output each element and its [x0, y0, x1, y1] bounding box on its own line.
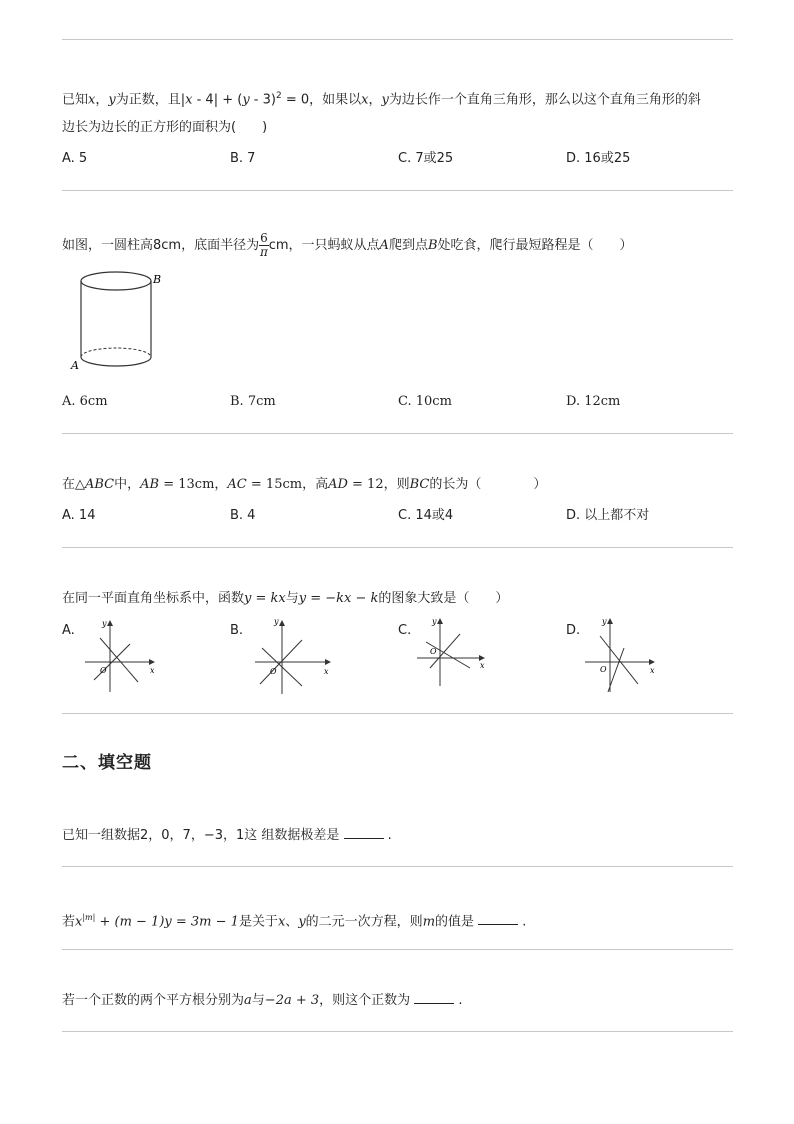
- svg-text:x: x: [324, 667, 329, 676]
- q4-option-d[interactable]: D.: [566, 623, 581, 638]
- answer-blank[interactable]: [414, 991, 454, 1004]
- q4-option-b[interactable]: B.: [230, 623, 244, 638]
- q2-stem: 如图，一圆柱高8cm，底面半径为 $\frac{6}{\pi}$ cm，一只蚂蚁从点A爬到点B处吃食，爬行最短路程是（ ）: [62, 231, 633, 259]
- q1-option-c[interactable]: C. 7或25: [398, 151, 454, 166]
- svg-text:y: y: [602, 617, 607, 626]
- answer-blank[interactable]: [478, 912, 518, 925]
- divider: [62, 190, 733, 191]
- q1-option-b[interactable]: B. 7: [230, 151, 256, 166]
- fill-1-stem: 已知一组数据2，0，7，−3，1这 组数据极差是 .: [62, 828, 392, 843]
- divider: [62, 949, 733, 950]
- q3-option-c[interactable]: C. 14或4: [398, 508, 454, 523]
- svg-text:y: y: [432, 617, 437, 626]
- svg-text:O: O: [270, 667, 277, 676]
- q3-stem: 在△ABC中，AB = 13cm，AC = 15cm，高AD = 12，则BC的长为（ ）: [62, 477, 547, 492]
- fill-3-stem: 若一个正数的两个平方根分别为a与−2a + 3，则这个正数为 .: [62, 993, 463, 1008]
- divider: [62, 39, 733, 40]
- cylinder-bottom-front: [81, 357, 151, 366]
- divider: [62, 713, 733, 714]
- graph-b: [250, 614, 340, 694]
- cylinder-bottom-back: [81, 348, 151, 357]
- q1-stem-line1: 已知x，y为正数，且|x - 4| + (y - 3)$^2$ = 0，如果以x，y为边长作一个直角三角形，那么以这个直角三角形的斜: [62, 91, 701, 108]
- q3-option-d[interactable]: D. 以上都不对: [566, 508, 650, 523]
- graph-a: [80, 614, 170, 694]
- q2-option-a[interactable]: A. 6cm: [62, 394, 108, 409]
- divider: [62, 866, 733, 867]
- q1-option-d[interactable]: D. 16或25: [566, 151, 631, 166]
- svg-text:O: O: [430, 647, 437, 656]
- q2-option-b[interactable]: B. 7cm: [230, 394, 276, 409]
- fraction-6-over-pi: $\frac{6}{\pi}$: [259, 231, 268, 259]
- q4-option-c[interactable]: C.: [398, 623, 412, 638]
- point-a-label: A: [71, 359, 79, 372]
- q3-option-a[interactable]: A. 14: [62, 508, 96, 523]
- point-b-label: B: [153, 273, 162, 286]
- graph-d: [580, 612, 670, 694]
- answer-blank[interactable]: [344, 826, 384, 839]
- line-y-neg-kx-minus-k: [100, 638, 138, 682]
- svg-text:O: O: [100, 666, 107, 675]
- fill-2-stem: 若$x^{|m|} + (m - 1)y = 3m - 1$是关于x、y的二元一次方程，则m的值是 .: [62, 913, 527, 930]
- q2-option-d[interactable]: D. 12cm: [566, 394, 621, 409]
- cylinder-top-ellipse: [81, 272, 151, 290]
- q1-option-a[interactable]: A. 5: [62, 151, 88, 166]
- divider: [62, 433, 733, 434]
- q1-stem-line2: 边长为边长的正方形的面积为( ): [62, 120, 268, 135]
- q4-stem: 在同一平面直角坐标系中，函数y = kx与y = −kx − k的图象大致是（ ）: [62, 591, 509, 606]
- cylinder-figure: [66, 266, 166, 376]
- graph-c: [412, 612, 502, 692]
- divider: [62, 1031, 733, 1032]
- q3-option-b[interactable]: B. 4: [230, 508, 256, 523]
- svg-text:y: y: [274, 617, 279, 626]
- svg-text:x: x: [480, 661, 485, 670]
- svg-text:O: O: [600, 665, 607, 674]
- svg-text:y: y: [102, 619, 107, 628]
- svg-text:x: x: [150, 666, 155, 675]
- line-y-kx: [600, 636, 638, 684]
- section-title: 二、填空题: [62, 753, 152, 773]
- q4-option-a[interactable]: A.: [62, 623, 75, 638]
- svg-text:x: x: [650, 666, 655, 675]
- divider: [62, 547, 733, 548]
- q2-option-c[interactable]: C. 10cm: [398, 394, 452, 409]
